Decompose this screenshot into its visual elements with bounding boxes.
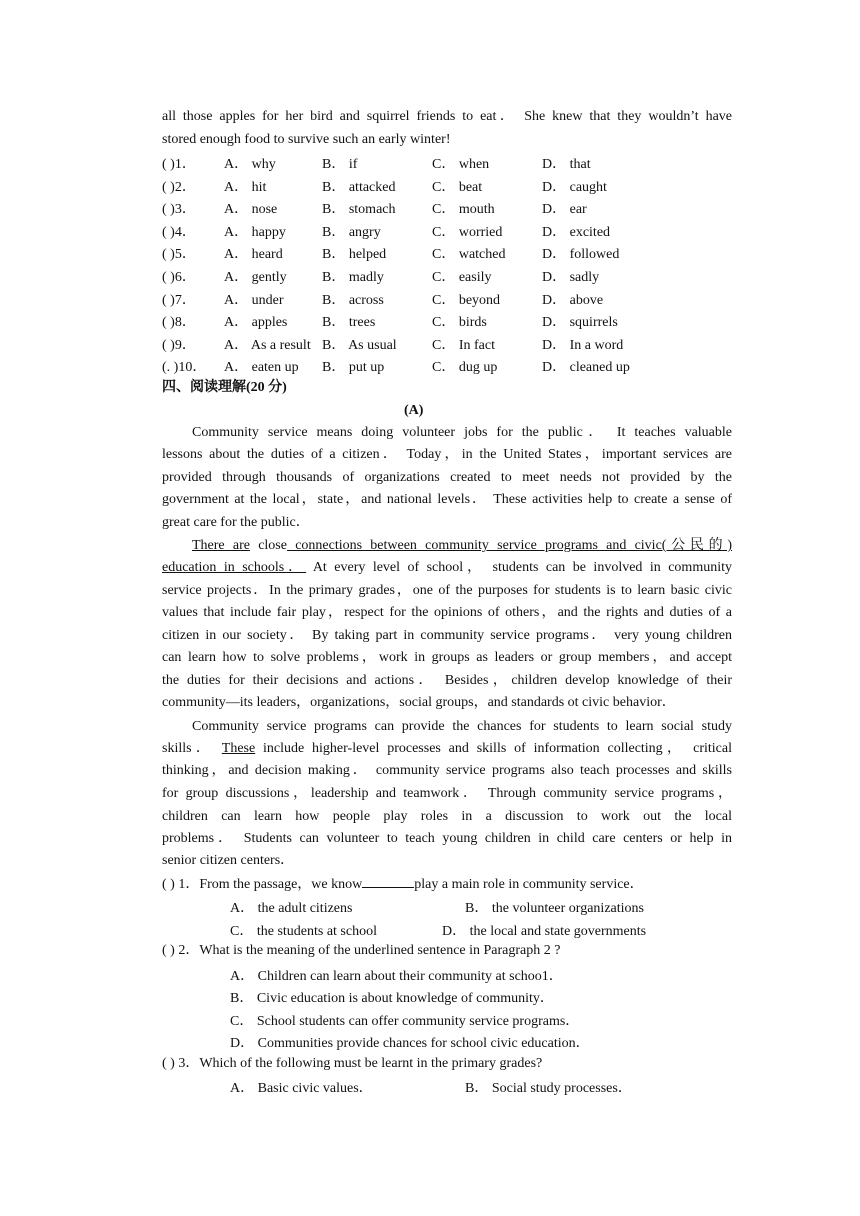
p3-line-2 [162,740,732,758]
option-a: A． apples [224,315,288,331]
p2-line-8: community—its leaders，organizations，social groups，and standards ot civic behavior． [162,695,676,710]
option-a: A． the adult citizens [230,901,353,916]
option-d: D． followed [542,247,620,263]
option-d: D． above [542,292,604,308]
reading-question-1 [162,875,644,894]
p1-line-3: provided through thousands of organizations created to meet needs not provided by the [162,470,732,485]
p3-line-3: thinking，and decision making． community service programs also teach processes and skills [162,763,732,778]
option-c: C． dug up [432,360,498,376]
option-c: C． mouth [432,202,495,218]
question-number: ( )8． [162,315,196,331]
question-number: ( )7． [162,292,196,308]
option-c: C． when [432,157,490,172]
question-number: ( )9． [162,337,196,353]
option-d: D． Communities provide chances for school civic education． [230,1036,590,1051]
question-stem: play a main role in community service． [414,877,644,892]
p2-line-7: the duties for their decisions and actions． Besides，children develop knowledge of their [162,673,732,688]
option-d: D． squirrels [542,315,618,331]
underlined-word: These [221,741,256,756]
p2-line-4: values that include fair play，respect for the opinions of others，and the rights and duties of a [162,605,732,620]
option-d: D． sadly [542,270,600,285]
question-number: (. )10． [162,360,207,376]
p1-line-4: government at the local，state，and national levels． These activities help to create a sense of [162,492,732,507]
option-a: A． happy [224,224,286,240]
option-a: A． gently [224,270,287,285]
answer-blank [362,875,414,888]
option-b: B． put up [322,360,385,376]
option-d: D． cleaned up [542,360,630,376]
question-number: ( )5． [162,247,196,263]
option-c: C． In fact [432,337,495,353]
option-b: B． if [322,157,358,172]
option-d: D． that [542,157,591,172]
option-a: A． heard [224,247,283,263]
p3-line-7: senior citizen centers． [162,853,295,868]
option-c: C． beat [432,179,483,195]
p2-line-3: service projects．In the primary grades，one of the purposes for students is to learn basic civic [162,583,732,598]
question-number: ( )1． [162,157,196,172]
option-a: A． eaten up [224,360,299,376]
p1-line-5: great care for the public． [162,515,310,530]
question-number: ( )4． [162,224,196,240]
option-a: A． As a result [224,337,311,353]
underlined-sentence-end: education in schools． [162,560,307,575]
question-number: ( )2． [162,179,196,195]
p1-line-1: Community service means doing volunteer jobs for the public． It teaches valuable [192,425,732,440]
question-stem: From the passage，we know [199,877,363,892]
option-c: C． beyond [432,292,501,308]
option-a: A． nose [224,202,278,218]
p1-line-2: lessons about the duties of a citizen． Today，in the United States，important services are [162,447,732,462]
p3-line-1: Community service programs can provide the chances for students to learn social study [192,719,732,734]
p2-line-2 [162,559,732,577]
underlined-text: There are [192,538,250,553]
question-number: ( )6． [162,270,196,285]
option-b: B． the volunteer organizations [465,901,644,916]
intro-line-1: all those apples for her bird and squirrel friends to eat． She knew that they wouldn’t have [162,109,732,124]
passage-label: (A) [404,403,424,418]
question-number: ( )3． [162,202,196,218]
option-b: B． across [322,292,384,308]
option-b: B． angry [322,224,381,240]
option-b: B． Civic education is about knowledge of community． [230,991,554,1006]
option-b: B． madly [322,270,384,285]
option-c: C． worried [432,224,503,240]
option-d: D． excited [542,224,611,240]
p3-text: include higher-level processes and skills of information collecting， critical [255,741,733,756]
question-stem: Which of the following must be learnt in the primary grades? [199,1056,543,1071]
option-a: A． under [224,292,284,308]
option-c: C． School students can offer community service programs． [230,1014,580,1029]
underlined-sentence: connections between community service programs and civic(公民的) [286,538,733,553]
reading-question-2 [162,942,560,960]
p2-line-6: can learn how to solve problems，work in groups as leaders or group members，and accept [162,650,732,665]
option-b: B． Social study processes． [465,1081,632,1096]
p3-line-5: children can learn how people play roles in a discussion to work out the local [162,809,732,824]
p3-text: skills． [162,741,222,756]
option-d: D． In a word [542,337,624,353]
option-a: A． hit [224,179,267,195]
p3-line-4: for group discussions，leadership and teamwork． Through community service programs， [162,786,732,801]
option-b: B． trees [322,315,376,331]
question-stem: What is the meaning of the underlined sentence in Paragraph 2 ? [199,943,561,958]
option-d: D． ear [542,202,587,218]
p2-line-1 [192,537,732,555]
option-b: B． As usual [322,337,397,353]
question-number: ( ) 1． [162,877,200,892]
option-a: A． Children can learn about their community at schoo1． [230,969,563,984]
option-d: D． the local and state governments [442,924,647,939]
p2-text: At every level of school， students can be involved in community [306,560,732,575]
p3-line-6: problems． Students can volunteer to teach young children in child care centers or help in [162,831,732,846]
option-d: D． caught [542,179,607,195]
question-number: ( ) 2． [162,943,200,958]
option-b: B． stomach [322,202,396,218]
option-c: C． easily [432,270,492,285]
option-b: B． helped [322,247,387,263]
option-b: B． attacked [322,179,396,195]
p2-text: close [249,538,287,553]
option-c: C． birds [432,315,487,331]
reading-question-3 [162,1055,542,1073]
option-a: A． Basic civic values． [230,1081,373,1096]
option-a: A． why [224,157,276,172]
option-c: C． the students at school [230,924,377,939]
section-title: 四、阅读理解(20 分) [162,380,287,395]
option-c: C． watched [432,247,506,263]
p2-line-5: citizen in our society． By taking part in community service programs． very young children [162,628,732,643]
question-number: ( ) 3． [162,1056,200,1071]
intro-line-2: stored enough food to survive such an early winter! [162,132,451,147]
